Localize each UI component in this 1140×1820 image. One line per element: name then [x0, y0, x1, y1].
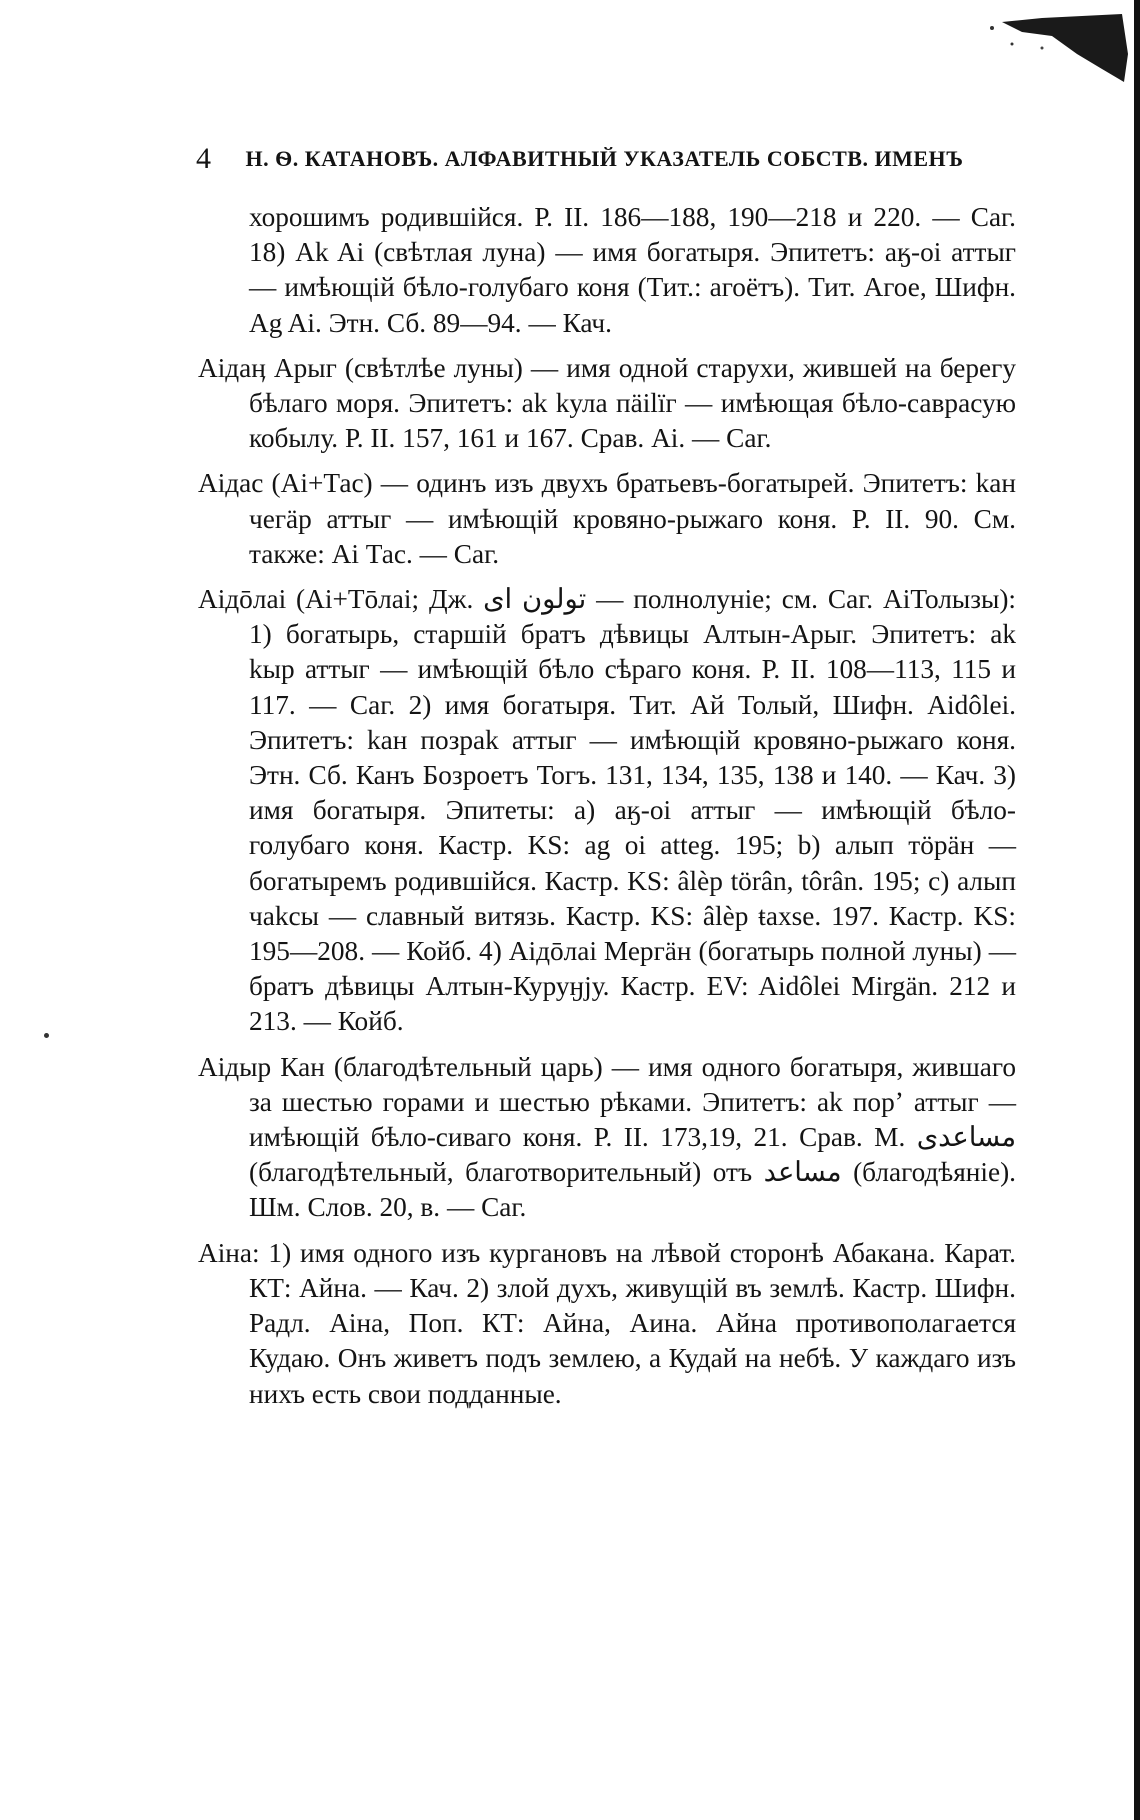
header-title: Н. Ѳ. КАТАНОВЪ. АЛФАВИТНЫЙ УКАЗАТЕЛЬ СОБСТВ. ИМЕНЪ — [245, 146, 964, 171]
entry-aidyr-kan: Аідыр Кан (благодѣтельный царь) — имя одного богатыря, жившаго за шестью горами и шестью рѣками. Эпитетъ: ak порʼ аттыг — имѣющій бѣло-сиваго коня. Р. II. 173,19, 21. Срав. М. مساعدی (благодѣтельный, благотворительный) отъ مساعد (благодѣяніе). Шм. Слов. 20, в. — Саг. — [198, 1051, 1016, 1223]
entry-continuation: хорошимъ родившійся. Р. II. 186—188, 190—218 и 220. — Саг. 18) Ak Ai (свѣтлая луна) — имя богатыря. Эпитетъ: аӄ-оі аттыг — имѣющій бѣло-голубаго коня (Тит.: агоётъ). Тит. Агое, Шифн. Ag Ai. Этн. Сб. 89—94. — Кач. — [249, 202, 1016, 338]
entry-aidas: Аідас (Аі+Тас) — одинъ изъ двухъ братьевъ-богатырей. Эпитетъ: kан чегäр аттыг — имѣющій кровяно-рыжаго коня. Р. II. 90. См. также: Аі Тас. — Саг. — [198, 468, 1016, 569]
page-body — [198, 200, 1016, 1422]
running-header — [196, 142, 1016, 176]
page-number: 4 — [196, 142, 212, 175]
speck-left — [44, 1033, 49, 1038]
entry-aidan-aryg: Аідаӊ Арыг (свѣтлѣе луны) — имя одной старухи, жившей на берегу бѣлаго моря. Эпитетъ: ak kула пäіlïг — имѣющая бѣло-саврасую кобылу. Р. II. 157, 161 и 167. Срав. Аі. — Саг. — [198, 352, 1016, 454]
entry-aidolai: Аідōлаі (Аі+Тōлаі; Дж. تولون اى — полнолуніе; см. Саг. АiТолызы): 1) богатырь, старшій братъ дѣвицы Алтын-Арыг. Эпитетъ: ak kыр аттыг — имѣющій бѣло сѣраго коня. Р. II. 108—113, 115 и 117. — Саг. 2) имя богатыря. Тит. Ай Толый, Шифн. Aidôlei. Эпитетъ: kан позрak аттыг — имѣющій кровяно-рыжаго коня. Этн. Сб. Канъ Бозроетъ Тогъ. 131, 134, 135, 138 и 140. — Кач. 3) имя богатыря. Эпитеты: a) аӄ-оі аттыг — имѣющій бѣло-голубаго коня. Кастр. KS: ag oi atteg. 195; b) алып тöрäн — богатыремъ родившійся. Кастр. KS: âlèp törân, tôrân. 195; c) алып чаkсы — славный витязь. Кастр. KS: âlèp ŧaxse. 197. Кастр. KS: 195—208. — Койб. 4) Аідōлаі Мергäн (богатырь полной луны) — братъ дѣвицы Алтын-Куруӈју. Кастр. EV: Aidôlei Mirgän. 212 и 213. — Койб. — [198, 584, 1016, 1037]
entry-aina: Аіна: 1) имя одного изъ кургановъ на лѣвой сторонѣ Абакана. Карат. КТ: Айна. — Кач. 2) злой духъ, живущій въ землѣ. Кастр. Шифн. Радл. Аіна, Поп. КТ: Айна, Аина. Айна противополагается Кудаю. Онъ живетъ подъ землею, а Кудай на небѣ. У каждаго изъ нихъ есть свои подданные. — [198, 1237, 1016, 1409]
ink-blot-mark — [982, 14, 1132, 84]
page-edge-shadow — [1134, 0, 1140, 1820]
